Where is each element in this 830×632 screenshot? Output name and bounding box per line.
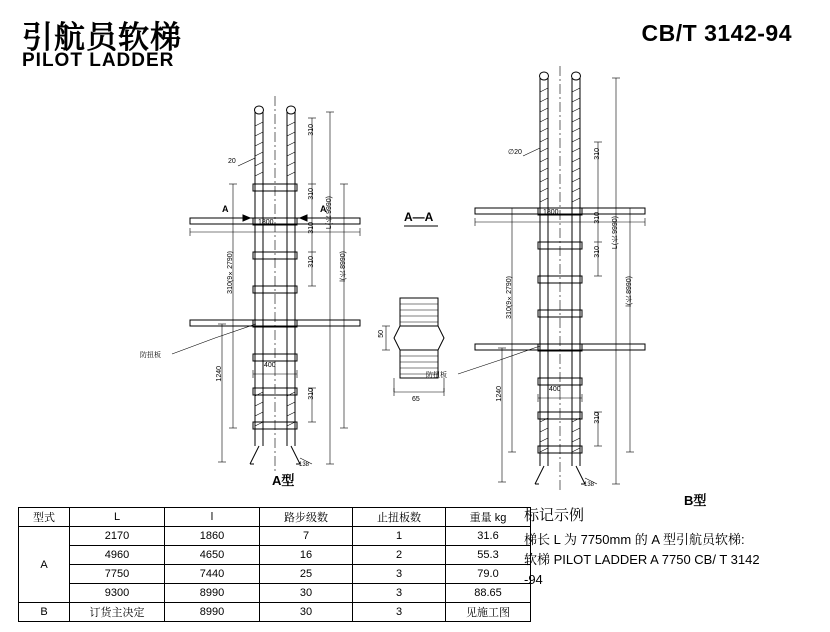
specification-table <box>18 507 531 622</box>
table-header-row <box>19 508 531 527</box>
cell-L: 订货主决定 <box>70 603 165 622</box>
dim-310-h: 310 <box>594 246 601 258</box>
cell-plates: 3 <box>353 603 446 622</box>
cell-l: 8990 <box>165 584 260 603</box>
dim-400-right: 400 <box>549 386 561 393</box>
cell-L: 2170 <box>70 527 165 546</box>
dim-310-a: 310 <box>308 124 315 136</box>
cell-l: 1860 <box>165 527 260 546</box>
dim-310x9-right: 310(9×2790) <box>506 276 513 319</box>
dim-l-left: l(长 8990) <box>340 251 347 282</box>
marking-line-2: 软梯 PILOT LADDER A 7750 CB/ T 3142 <box>524 552 760 567</box>
technical-drawing <box>0 66 830 506</box>
table-header <box>19 508 531 527</box>
column-header-steps: 路步级数 <box>260 508 353 527</box>
cell-steps: 16 <box>260 546 353 565</box>
dim-L-right: L(长 9990) <box>612 216 619 250</box>
marking-line-3: -94 <box>524 572 543 587</box>
section-mark-a-bottom: A <box>320 204 327 214</box>
column-header-weight: 重量 kg <box>446 508 531 527</box>
cell-plates: 1 <box>353 527 446 546</box>
cell-weight: 79.0 <box>446 565 531 584</box>
view-a-label: A型 <box>272 473 295 488</box>
dim-50: 50 <box>378 330 385 338</box>
dim-1240-right: 1240 <box>496 386 503 402</box>
dim-310-b: 310 <box>308 188 315 200</box>
cell-weight: 88.65 <box>446 584 531 603</box>
column-header-type: 型式 <box>19 508 70 527</box>
drawing-svg <box>0 66 830 506</box>
column-header-l: l <box>165 508 260 527</box>
table-body <box>19 527 531 622</box>
cell-weight: 见施工图 <box>446 603 531 622</box>
dim-20-left: 20 <box>228 158 236 165</box>
section-label: A—A <box>404 210 434 224</box>
dim-65: 65 <box>412 396 420 403</box>
cell-steps: 30 <box>260 584 353 603</box>
table-row <box>19 603 531 622</box>
dim-310-g: 310 <box>594 212 601 224</box>
cell-L: 4960 <box>70 546 165 565</box>
cell-plates: 3 <box>353 565 446 584</box>
cell-steps: 25 <box>260 565 353 584</box>
dim-310-f: 310 <box>594 148 601 160</box>
dim-l-right: l(长 8990) <box>626 276 633 307</box>
standard-code: CB/T 3142-94 <box>641 20 792 46</box>
leader-anti-twist-right: 防扭板 <box>426 372 447 379</box>
dim-1800-left: 1800 <box>258 219 274 226</box>
column-header-L: L <box>70 508 165 527</box>
dim-138-left: 138 <box>299 462 310 468</box>
cell-L: 7750 <box>70 565 165 584</box>
table-row <box>19 546 531 565</box>
page-header <box>0 0 830 72</box>
dim-1800-right: 1800 <box>543 209 559 216</box>
dim-310-i: 310 <box>594 412 601 424</box>
cell-l: 4650 <box>165 546 260 565</box>
dim-310-d: 310 <box>308 256 315 268</box>
leader-anti-twist-left: 防扭板 <box>140 352 161 359</box>
dim-138-right: 138 <box>584 482 595 488</box>
column-header-plates: 止扭板数 <box>353 508 446 527</box>
marking-example <box>524 504 824 591</box>
table-row <box>19 565 531 584</box>
dim-310-c: 310 <box>308 222 315 234</box>
dim-400-left: 400 <box>264 362 276 369</box>
cell-plates: 3 <box>353 584 446 603</box>
type-cell-a: A <box>19 527 70 603</box>
cell-weight: 55.3 <box>446 546 531 565</box>
dim-L-left: L(长 9990) <box>326 196 333 230</box>
view-b-label: B型 <box>684 493 707 508</box>
cell-L: 9300 <box>70 584 165 603</box>
page-title-english: PILOT LADDER <box>22 50 175 71</box>
cell-weight: 31.6 <box>446 527 531 546</box>
cell-plates: 2 <box>353 546 446 565</box>
page-title-chinese: 引航员软梯 <box>22 20 182 55</box>
cell-steps: 30 <box>260 603 353 622</box>
cell-l: 7440 <box>165 565 260 584</box>
table-row <box>19 527 531 546</box>
cell-steps: 7 <box>260 527 353 546</box>
dim-310x9-left: 310(9×2790) <box>227 251 234 294</box>
marking-line-1: 梯长 L 为 7750mm 的 A 型引航员软梯: <box>524 532 745 547</box>
type-cell-b: B <box>19 603 70 622</box>
marking-example-title: 标记示例 <box>524 507 585 524</box>
dim-20-right: ∅20 <box>508 149 522 156</box>
cell-l: 8990 <box>165 603 260 622</box>
dim-310-e: 310 <box>308 388 315 400</box>
dim-1240-left: 1240 <box>216 366 223 382</box>
section-mark-a-top: A <box>222 204 229 214</box>
table-row <box>19 584 531 603</box>
